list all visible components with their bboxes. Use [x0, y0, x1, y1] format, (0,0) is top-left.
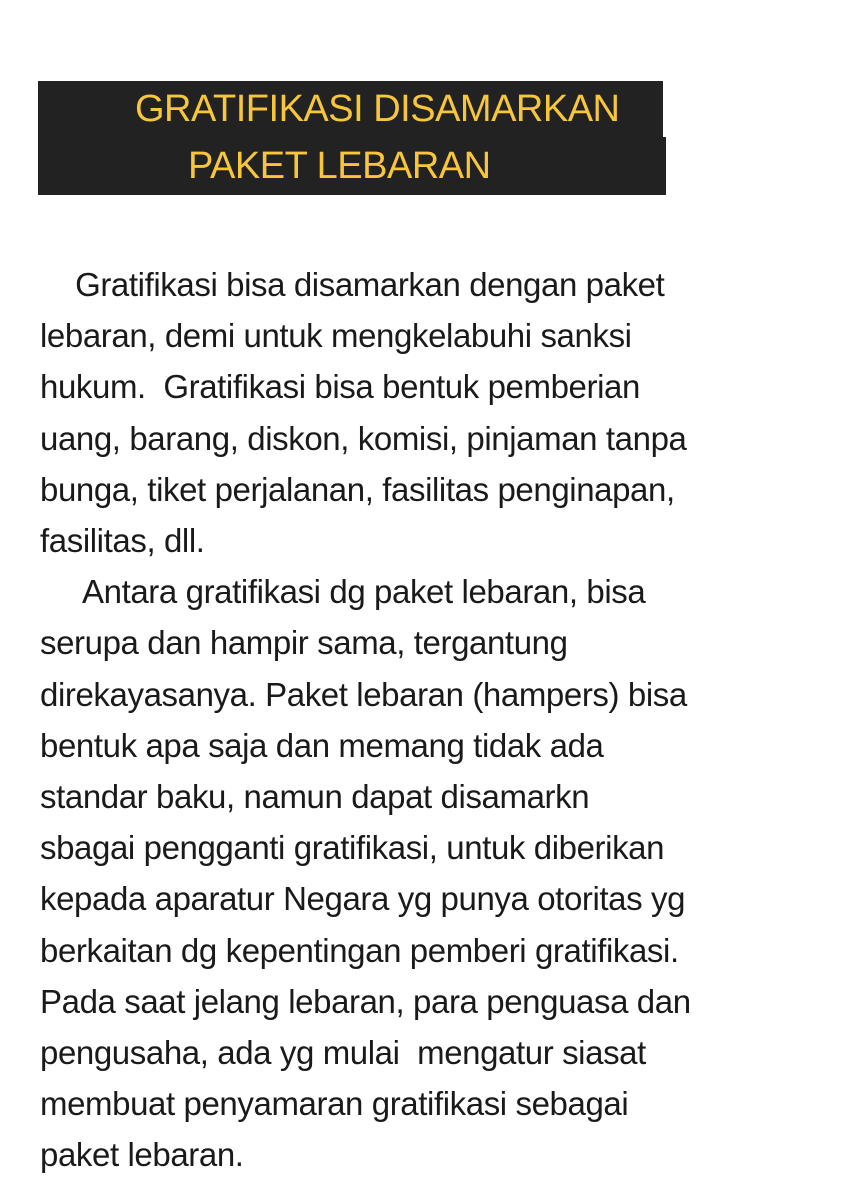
body-line: uang, barang, diskon, komisi, pinjaman tanpa [40, 419, 687, 457]
title-banner [38, 81, 666, 195]
title-line-2: PAKET LEBARAN [188, 145, 491, 187]
body-line: direkayasanya. Paket lebaran (hampers) bisa [40, 675, 687, 713]
body-line: kepada aparatur Negara yg punya otoritas yg [40, 880, 686, 918]
body-line: bunga, tiket perjalanan, fasilitas penginapan, [40, 470, 675, 508]
body-line: standar baku, namun dapat disamarkn [40, 778, 590, 816]
article-body [40, 259, 840, 1181]
body-line: hukum. Gratifikasi bisa bentuk pemberian [40, 368, 640, 406]
body-line: sbagai pengganti gratifikasi, untuk diberikan [40, 829, 665, 867]
body-line: Pada saat jelang lebaran, para penguasa dan [40, 982, 691, 1020]
body-line: pengusaha, ada yg mulai mengatur siasat [40, 1034, 646, 1072]
body-line: membuat penyamaran gratifikasi sebagai [40, 1085, 629, 1123]
body-line: paket lebaran. [40, 1136, 244, 1174]
title-line-1: GRATIFIKASI DISAMARKAN [135, 88, 620, 130]
body-line: Antara gratifikasi dg paket lebaran, bisa [40, 573, 646, 611]
body-line: serupa dan hampir sama, tergantung [40, 624, 568, 662]
body-line: lebaran, demi untuk mengkelabuhi sanksi [40, 317, 632, 355]
body-line: bentuk apa saja dan memang tidak ada [40, 726, 604, 764]
body-line: Gratifikasi bisa disamarkan dengan paket [40, 266, 665, 303]
body-line: fasilitas, dll. [40, 522, 205, 560]
body-line: berkaitan dg kepentingan pemberi gratifikasi. [40, 931, 679, 969]
